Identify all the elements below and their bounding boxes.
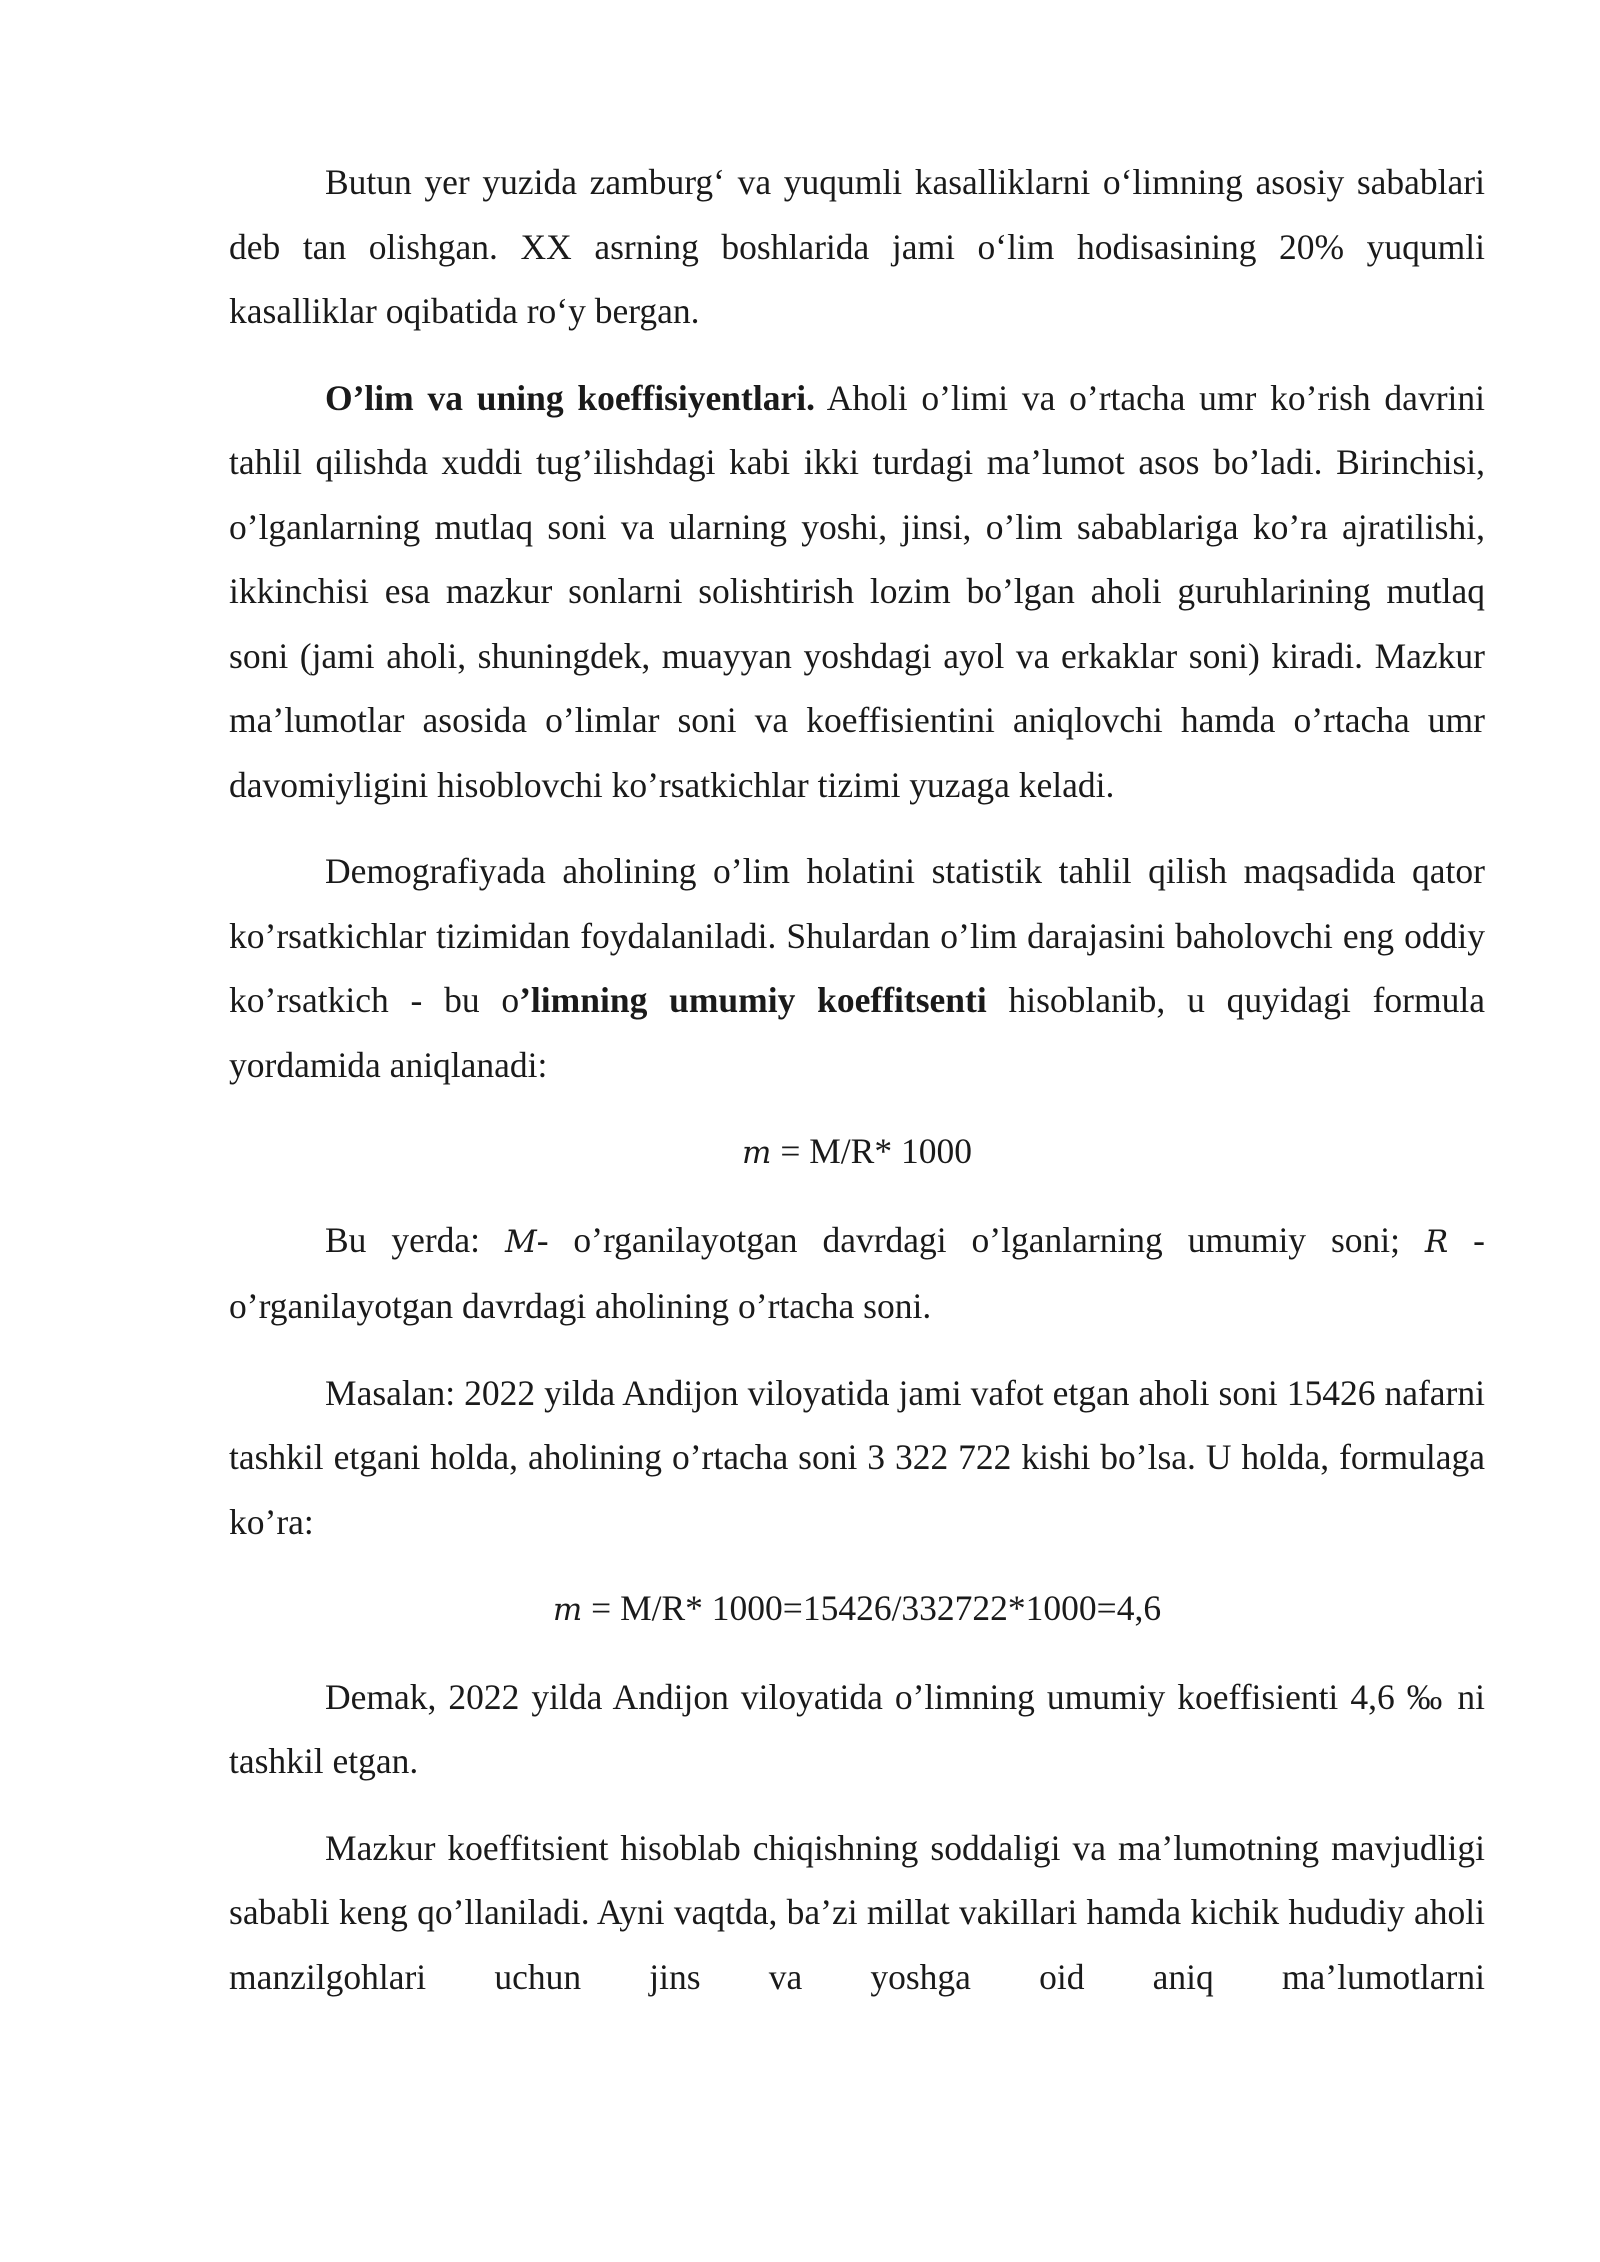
paragraph-demography-indicators <box>229 839 1485 1097</box>
paragraph-conclusion: Demak, 2022 yilda Andijon viloyatida o’limning umumiy koeffisienti 4,6 ‰ ni tashkil etgan. <box>229 1676 1485 1781</box>
paragraph-infectious-diseases: Butun yer yuzida zamburg‘ va yuqumli kasalliklarni o‘limning asosiy sabablari deb tan olishgan. XX asrning boshlarida jami o‘lim hodisasining 20% yuqumli kasalliklar oqibatida ro‘y bergan. <box>229 162 1485 331</box>
formula-variable-m: m <box>742 1135 772 1171</box>
legend-text-end: - o’rganilayotgan davrdagi aholining o’rtacha soni. <box>229 1219 1485 1326</box>
paragraph-mortality-intro <box>229 366 1485 818</box>
paragraph-formula-legend <box>229 1208 1485 1339</box>
formula-calculation: = M/R* 1000=15426/332722*1000=4,6 <box>582 1588 1162 1628</box>
paragraph-mortality-text: Aholi o’limi va o’rtacha umr ko’rish davrini tahlil qilishda xuddi tug’ilishdagi kabi ikki turdagi ma’lumot asos bo’ladi. Birinchisi, o’lganlarning mutlaq soni va ularning yoshi, jinsi, o’lim sabablariga ko’ra ajratilishi, ikkinchisi esa mazkur sonlarni solishtirish lozim bo’lgan aholi guruhlarining mutlaq soni (jami aholi, shuningdek, muayyan yoshdagi ayol va erkaklar soni) kiradi. Mazkur ma’lumotlar asosida o’limlar soni va koeffisientini aniqlovchi hamda o’rtacha umr davomiyligini hisoblovchi ko’rsatkichlar tizimi yuzaga keladi. <box>229 377 1485 805</box>
formula-example-calculation <box>229 1576 1485 1643</box>
paragraph-text-before: Demografiyada aholining o’lim holatini statistik tahlil qilish maqsadida qator ko’rsatkichlar tizimidan foydalaniladi. Shulardan o’lim darajasini baholovchi eng oddiy ko’rsatkich - bu o <box>229 851 1485 1020</box>
paragraph-example: Masalan: 2022 yilda Andijon viloyatida jami vafot etgan aholi soni 15426 nafarni tashkil etgani holda, aholining o’rtacha soni 3 322 722 kishi bo’lsa. U holda, formulaga ko’ra: <box>229 1372 1485 1542</box>
bold-term: ’limning umumiy koeffitsenti <box>519 980 987 1020</box>
formula-expression: = M/R* 1000 <box>771 1131 972 1171</box>
legend-text-start: Bu yerda: <box>325 1219 505 1260</box>
legend-variable-r: R <box>1424 1223 1449 1260</box>
formula-variable-m: m <box>552 1592 583 1628</box>
paragraph-coefficient-usage: Mazkur koeffitsient hisoblab chiqishning soddaligi va ma’lumotning mavjudligi sababli keng qo’llaniladi. Ayni vaqtda, ba’zi millat vakillari hamda kichik hududiy aholi manzilgohlari uchun jins va yoshga oid aniq ma’lumotlarni <box>229 1827 1485 1997</box>
document-page <box>229 150 1485 2031</box>
legend-text-mid: - o’rganilayotgan davrdagi o’lganlarning umumiy soni; <box>536 1219 1425 1260</box>
paragraph-text-after: hisoblanib, u quyidagi formula yordamida aniqlanadi: <box>229 980 1485 1085</box>
section-heading: O’lim va uning koeffisiyentlari. <box>325 377 815 418</box>
legend-variable-m: M <box>504 1223 537 1260</box>
formula-mortality-rate <box>229 1119 1485 1186</box>
